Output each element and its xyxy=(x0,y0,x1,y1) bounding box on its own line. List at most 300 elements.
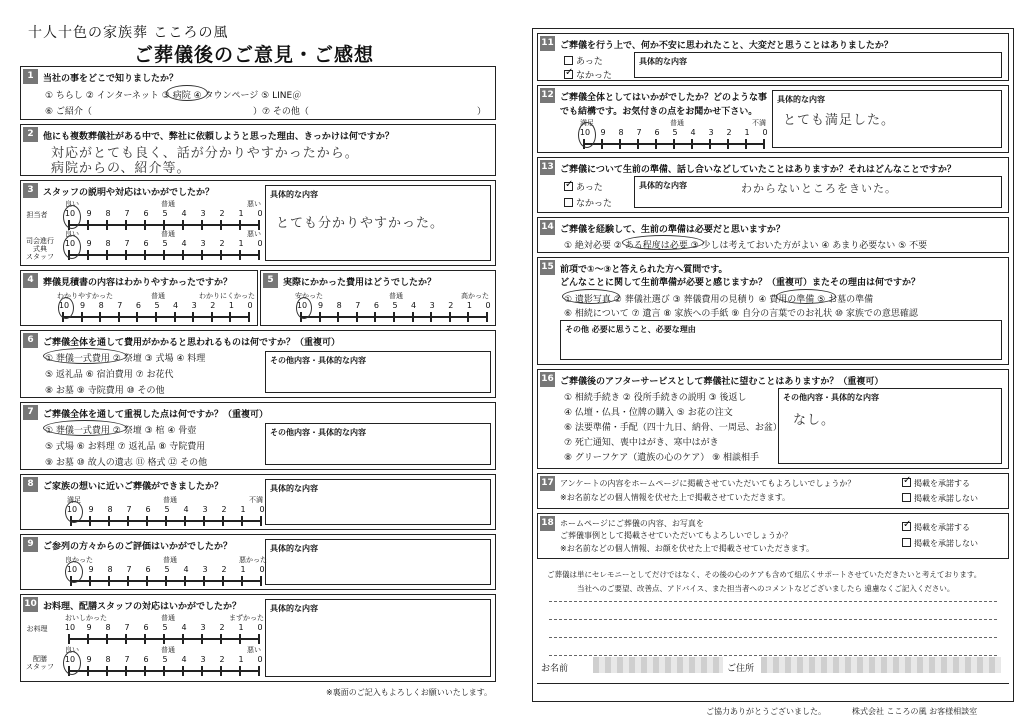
scale-tick[interactable] xyxy=(241,516,243,526)
other-option-close: ） xyxy=(477,107,487,117)
question-number: 15 xyxy=(540,260,555,275)
scale-tick[interactable] xyxy=(260,516,262,526)
scale-number: 0 xyxy=(257,623,263,632)
scale-number: 7 xyxy=(355,301,361,310)
scale-tick[interactable] xyxy=(68,634,70,644)
checkbox-checked[interactable] xyxy=(902,522,911,531)
scale-number: 8 xyxy=(105,623,111,632)
question-10 xyxy=(20,594,496,682)
question-text: でも結構です。お気付きの点をお聞かせ下さい。 xyxy=(560,107,758,117)
scale-number: 8 xyxy=(98,301,104,310)
scale-tick[interactable] xyxy=(211,312,213,322)
scale-number: 10 xyxy=(66,565,78,574)
scale-number: 10 xyxy=(64,655,76,664)
scale-left-label: 満足 xyxy=(67,496,81,504)
question-number: 11 xyxy=(540,36,555,51)
answer-circle xyxy=(562,289,620,304)
priority-options-row[interactable]: ⑤ 式場 ⑥ お料理 ⑦ 返礼品 ⑧ 寺院費用 xyxy=(45,442,206,452)
scale-tick[interactable] xyxy=(220,634,222,644)
scale-number: 0 xyxy=(259,505,265,514)
scale-tick[interactable] xyxy=(146,516,148,526)
detail-box[interactable] xyxy=(265,599,491,677)
handwritten-answer: とても分かりやすかった。 xyxy=(276,216,445,231)
scale-number: 9 xyxy=(86,623,92,632)
scale-number: 2 xyxy=(219,209,225,218)
scale-number: 3 xyxy=(200,655,206,664)
source-options[interactable]: ① ちらし ② インターネット ③ 病院 ④ タウンページ ⑤ LINE＠ xyxy=(45,91,302,101)
scale-tick[interactable] xyxy=(203,576,205,586)
scale-tick[interactable] xyxy=(192,312,194,322)
checkbox-checked[interactable] xyxy=(564,182,573,191)
scale-number: 0 xyxy=(257,655,263,664)
scale-number: 8 xyxy=(107,565,113,574)
scale-tick[interactable] xyxy=(144,250,146,260)
scale-tick[interactable] xyxy=(727,139,729,149)
scale-tick[interactable] xyxy=(337,312,339,322)
scale-tick[interactable] xyxy=(601,139,603,149)
question-11 xyxy=(537,33,1009,81)
scale-number: 5 xyxy=(164,565,170,574)
rating-scale[interactable] xyxy=(64,230,263,265)
scale-tick[interactable] xyxy=(127,516,129,526)
scale-number: 2 xyxy=(726,128,732,137)
scale-number: 2 xyxy=(219,655,225,664)
scale-number: 1 xyxy=(744,128,750,137)
scale-number: 5 xyxy=(672,128,678,137)
question-text: 実際にかかった費用はどうでしたか？ xyxy=(283,278,437,288)
after-service-row[interactable]: ① 相続手続き ② 役所手続きの説明 ③ 後返し xyxy=(564,393,747,403)
scale-tick[interactable] xyxy=(165,516,167,526)
question-text: お料理、配膳スタッフの対応はいかがでしたか？ xyxy=(43,602,242,612)
scale-tick[interactable] xyxy=(125,634,127,644)
detail-box-label: 具体的な内容 xyxy=(270,544,318,553)
question-number: 12 xyxy=(540,88,555,103)
scale-tick[interactable] xyxy=(106,634,108,644)
scale-tick[interactable] xyxy=(655,139,657,149)
question-text: ご葬儀全体を通して費用がかかると思われるものは何ですか？（重複可） xyxy=(43,338,341,348)
question-number: 8 xyxy=(23,477,38,492)
checkbox-checked[interactable] xyxy=(564,70,573,79)
option-decline[interactable] xyxy=(902,493,978,504)
answer-circle xyxy=(58,297,74,319)
scale-tick[interactable] xyxy=(118,312,120,322)
answer-circle xyxy=(65,501,83,523)
question-16 xyxy=(537,369,1009,469)
scale-right-label: 不満 xyxy=(249,496,263,504)
scale-tick[interactable] xyxy=(220,220,222,230)
checkbox[interactable] xyxy=(564,198,573,207)
scale-tick[interactable] xyxy=(108,576,110,586)
scale-tick[interactable] xyxy=(108,516,110,526)
after-service-row[interactable]: ④ 仏壇・仏具・位牌の購入 ⑤ お花の注文 xyxy=(564,408,733,418)
detail-box[interactable] xyxy=(634,52,1002,78)
scale-number: 5 xyxy=(162,239,168,248)
scale-right-label: 不満 xyxy=(752,119,766,127)
scale-tick[interactable] xyxy=(763,139,765,149)
scale-number: 0 xyxy=(257,209,263,218)
cost-options-row[interactable]: ① 葬儀一式費用 ② 祭壇 ③ 式場 ④ 料理 xyxy=(45,354,206,364)
option-approve[interactable] xyxy=(902,478,970,489)
scale-number: 6 xyxy=(654,128,660,137)
option-label: 掲載を承諾する xyxy=(914,479,970,488)
scale-number: 9 xyxy=(80,301,86,310)
scale-number: 7 xyxy=(124,655,130,664)
detail-box-label: 具体的な内容 xyxy=(777,95,825,104)
redacted-name-field[interactable] xyxy=(593,657,723,673)
answer-circle xyxy=(43,420,127,436)
question-18 xyxy=(537,513,1009,559)
question-13 xyxy=(537,157,1009,213)
scale-tick[interactable] xyxy=(201,220,203,230)
scale-left-label: わかりやすかった xyxy=(57,292,113,300)
thanks-message: ご協力ありがとうございました。 xyxy=(706,707,826,716)
question-number: 10 xyxy=(23,597,38,612)
scale-tick[interactable] xyxy=(241,576,243,586)
answer-circle xyxy=(65,561,83,583)
question-number: 1 xyxy=(23,69,38,84)
scale-mid-label: 普通 xyxy=(161,646,175,654)
question-8 xyxy=(20,474,496,530)
scale-tick[interactable] xyxy=(691,139,693,149)
question-number: 13 xyxy=(540,160,555,175)
comment-line[interactable] xyxy=(549,619,997,620)
preparation-topics-row[interactable]: ① 遺影写真 ② 葬儀社選び ③ 葬儀費用の見積り ④ 費用の準備 ⑤ お墓の準備 xyxy=(564,295,874,305)
comment-line[interactable] xyxy=(549,601,997,602)
scale-number: 6 xyxy=(373,301,379,310)
other-option[interactable]: ）⑦ その他（ xyxy=(253,107,309,117)
scale-number: 4 xyxy=(181,209,187,218)
answer-circle xyxy=(63,235,81,259)
scale-tick[interactable] xyxy=(89,576,91,586)
scale-number: 10 xyxy=(296,301,308,310)
detail-box[interactable] xyxy=(265,539,491,585)
scale-tick[interactable] xyxy=(222,576,224,586)
question-text: 当社の事をどこで知りましたか？ xyxy=(43,74,179,84)
rating-scale[interactable] xyxy=(65,556,267,591)
scale-tick[interactable] xyxy=(125,250,127,260)
scale-number: 7 xyxy=(117,301,123,310)
scale-number: 0 xyxy=(247,301,253,310)
scale-number: 3 xyxy=(191,301,197,310)
priority-options-row[interactable]: ⑨ お墓 ⑩ 故人の遺志 ⑪ 格式 ⑫ その他 xyxy=(45,458,208,468)
question-text: 葬儀見積書の内容はわかりやすかったですか？ xyxy=(43,278,233,288)
question-text: 他にも複数葬儀社がある中で、弊社に依頼しようと思った理由、きっかけは何ですか？ xyxy=(43,132,394,142)
scale-left-label: 安かった xyxy=(295,292,323,300)
scale-number: 4 xyxy=(411,301,417,310)
preparation-topics-row[interactable]: ⑥ 相続について ⑦ 遺言 ⑧ 家族への手紙 ⑨ 自分の言葉でのお礼状 ⑩ 家族での意思確認 xyxy=(564,309,918,319)
scale-tick[interactable] xyxy=(182,666,184,676)
question-7 xyxy=(20,402,496,470)
scale-tick[interactable] xyxy=(182,250,184,260)
scale-tick[interactable] xyxy=(87,666,89,676)
checkbox-checked[interactable] xyxy=(902,478,911,487)
scale-tick[interactable] xyxy=(144,634,146,644)
question-number: 4 xyxy=(23,273,38,288)
detail-box[interactable] xyxy=(634,176,1002,208)
scale-tick[interactable] xyxy=(412,312,414,322)
scale-number: 3 xyxy=(200,209,206,218)
question-text: ご葬儀後のアフターサービスとして葬儀社に望むことはありますか？（重複可） xyxy=(560,377,884,387)
scale-tick[interactable] xyxy=(745,139,747,149)
answer-circle xyxy=(776,289,836,304)
option-label: 掲載を承諾しない xyxy=(914,494,978,503)
question-17 xyxy=(537,473,1009,509)
scale-tick[interactable] xyxy=(258,250,260,260)
option-yes[interactable] xyxy=(564,180,603,193)
scale-number: 0 xyxy=(762,128,768,137)
option-approve[interactable] xyxy=(902,522,970,533)
checkbox[interactable] xyxy=(902,493,911,502)
scale-tick[interactable] xyxy=(201,634,203,644)
scale-number: 5 xyxy=(162,655,168,664)
scale-number: 6 xyxy=(135,301,141,310)
scale-number: 1 xyxy=(466,301,472,310)
question-text: ご葬儀全体を通して重視した点は何ですか？（重複可） xyxy=(43,410,269,420)
scale-tick[interactable] xyxy=(144,666,146,676)
scale-number: 10 xyxy=(64,209,76,218)
detail-box[interactable] xyxy=(560,320,1002,360)
detail-box-label: その他 必要に思うこと、必要な理由 xyxy=(565,325,696,334)
question-12 xyxy=(537,85,1009,153)
option-no[interactable] xyxy=(564,196,612,209)
answer-circle xyxy=(578,122,596,148)
question-text: ※お名前などの個人情報、お顔を伏せた上で掲載させていただきます。 xyxy=(560,544,815,553)
scale-tick[interactable] xyxy=(393,312,395,322)
comments-request: 当社へのご要望、改善点、アドバイス、また担当者へのコメントなどございましたら 遠慮なくご記入ください。 xyxy=(577,584,955,593)
scale-number: 4 xyxy=(181,239,187,248)
scale-label-line: スタッフ xyxy=(26,253,54,261)
question-text: ※お名前などの個人情報を伏せた上で掲載させていただきます。 xyxy=(560,493,791,502)
scale-number: 4 xyxy=(173,301,179,310)
scale-number: 8 xyxy=(105,239,111,248)
scale-number: 7 xyxy=(636,128,642,137)
scale-number: 8 xyxy=(105,655,111,664)
scale-number: 0 xyxy=(485,301,491,310)
after-service-row[interactable]: ⑧ グリーフケア（遺族の心のケア） ⑨ 相談相手 xyxy=(564,453,760,463)
question-2 xyxy=(20,124,496,176)
scale-number: 2 xyxy=(219,623,225,632)
referral-option[interactable]: ⑥ ご紹介（ xyxy=(45,107,92,117)
scale-tick[interactable] xyxy=(163,666,165,676)
detail-box[interactable] xyxy=(265,479,491,525)
scale-tick[interactable] xyxy=(239,634,241,644)
scale-tick[interactable] xyxy=(182,220,184,230)
question-1 xyxy=(20,66,496,120)
checkbox[interactable] xyxy=(564,56,573,65)
scale-number: 6 xyxy=(143,623,149,632)
question-14 xyxy=(537,217,1009,253)
scale-tick[interactable] xyxy=(89,516,91,526)
handwritten-answer: わからないところをきいた。 xyxy=(741,182,897,195)
scale-label: 担当者 xyxy=(26,211,48,219)
scale-tick[interactable] xyxy=(106,220,108,230)
cost-options-row[interactable]: ⑤ 返礼品 ⑥ 宿泊費用 ⑦ お花代 xyxy=(45,370,174,380)
question-number: 7 xyxy=(23,405,38,420)
rating-scale[interactable] xyxy=(57,292,255,327)
scale-number: 4 xyxy=(183,565,189,574)
scale-left-label: おいしかった xyxy=(65,614,107,622)
scale-tick[interactable] xyxy=(220,250,222,260)
scale-number: 7 xyxy=(124,209,130,218)
scale-number: 10 xyxy=(64,623,76,632)
scale-tick[interactable] xyxy=(203,516,205,526)
scale-tick[interactable] xyxy=(220,666,222,676)
comments-section[interactable] xyxy=(537,563,1009,683)
scale-number: 2 xyxy=(221,565,227,574)
detail-box[interactable] xyxy=(265,423,491,465)
question-text: ご葬儀を行う上で、何か不安に思われたこと、大変だと思うことはありましたか？ xyxy=(560,41,893,51)
question-number: 9 xyxy=(23,537,38,552)
scale-number: 8 xyxy=(336,301,342,310)
detail-box[interactable] xyxy=(772,90,1002,148)
scale-right-label: 悪かった xyxy=(239,556,267,564)
comment-line[interactable] xyxy=(549,637,997,638)
scale-number: 6 xyxy=(143,239,149,248)
priority-options-row[interactable]: ① 葬儀一式費用 ② 祭壇 ③ 棺 ④ 骨壺 xyxy=(45,426,197,436)
option-decline[interactable] xyxy=(902,538,978,549)
company-name: 株式会社 こころの風 お客様相談室 xyxy=(852,707,978,716)
scale-number: 8 xyxy=(105,209,111,218)
scale-tick[interactable] xyxy=(99,312,101,322)
scale-tick[interactable] xyxy=(356,312,358,322)
scale-tick[interactable] xyxy=(87,220,89,230)
scale-label xyxy=(23,655,57,671)
scale-tick[interactable] xyxy=(709,139,711,149)
scale-mid-label: 普通 xyxy=(389,292,403,300)
scale-tick[interactable] xyxy=(144,220,146,230)
detail-box-label: 具体的な内容 xyxy=(639,57,687,66)
scale-tick[interactable] xyxy=(184,576,186,586)
scale-tick[interactable] xyxy=(125,666,127,676)
scale-tick[interactable] xyxy=(319,312,321,322)
scale-tick[interactable] xyxy=(449,312,451,322)
scale-tick[interactable] xyxy=(184,516,186,526)
after-service-row[interactable]: ⑦ 死亡通知、喪中はがき、寒中はがき xyxy=(564,438,719,448)
handwritten-answer: とても満足した。 xyxy=(783,113,896,128)
scale-tick[interactable] xyxy=(106,250,108,260)
question-text: 前項で①～③と答えられた方へ質問です。 xyxy=(560,265,728,275)
question-text: ご葬儀について生前の準備、話し合いなどしていたことはありますか？それはどんなことですか？ xyxy=(560,165,956,175)
rating-scale[interactable] xyxy=(64,646,263,681)
scale-tick[interactable] xyxy=(182,634,184,644)
scale-tick[interactable] xyxy=(201,250,203,260)
scale-number: 5 xyxy=(392,301,398,310)
scale-mid-label: 普通 xyxy=(161,200,175,208)
scale-number: 0 xyxy=(259,565,265,574)
option-yes[interactable] xyxy=(564,54,603,67)
option-label: あった xyxy=(576,57,603,67)
rating-scale[interactable] xyxy=(295,292,491,327)
scale-number: 5 xyxy=(162,623,168,632)
scale-tick[interactable] xyxy=(260,576,262,586)
scale-tick[interactable] xyxy=(258,666,260,676)
back-side-note: ※裏面のご記入もよろしくお願いいたします。 xyxy=(326,688,493,697)
scale-tick[interactable] xyxy=(430,312,432,322)
scale-number: 5 xyxy=(162,209,168,218)
scale-number: 3 xyxy=(429,301,435,310)
scale-tick[interactable] xyxy=(239,250,241,260)
scale-tick[interactable] xyxy=(229,312,231,322)
scale-tick[interactable] xyxy=(174,312,176,322)
rating-scale[interactable] xyxy=(66,496,265,531)
scale-tick[interactable] xyxy=(248,312,250,322)
scale-number: 9 xyxy=(318,301,324,310)
scale-number: 6 xyxy=(145,505,151,514)
scale-number: 3 xyxy=(202,505,208,514)
answer-circle xyxy=(296,297,312,319)
scale-tick[interactable] xyxy=(467,312,469,322)
scale-tick[interactable] xyxy=(374,312,376,322)
comment-line[interactable] xyxy=(549,655,997,656)
detail-box[interactable] xyxy=(265,185,491,261)
question-6 xyxy=(20,330,496,398)
rating-scale[interactable] xyxy=(579,119,768,154)
scale-tick[interactable] xyxy=(155,312,157,322)
scale-tick[interactable] xyxy=(81,312,83,322)
question-number: 14 xyxy=(540,220,555,235)
question-text: どんなことに関して生前準備が必要と感じますか？（重複可）またその理由は何ですか？ xyxy=(560,278,921,288)
scale-tick[interactable] xyxy=(165,576,167,586)
preparation-options[interactable]: ① 絶対必要 ② ある程度は必要 ③ 少しは考えておいた方がよい ④ あまり必要ない ⑤ 不要 xyxy=(564,241,928,251)
scale-label-line: 司会進行 xyxy=(26,237,54,245)
answer-circle xyxy=(43,348,127,364)
scale-left-label: 良い xyxy=(65,646,79,654)
answer-circle xyxy=(166,85,208,101)
scale-tick[interactable] xyxy=(163,634,165,644)
scale-tick[interactable] xyxy=(637,139,639,149)
detail-box[interactable] xyxy=(265,351,491,393)
scale-left-label: 良い xyxy=(65,230,79,238)
scale-number: 9 xyxy=(86,239,92,248)
scale-tick[interactable] xyxy=(673,139,675,149)
scale-mid-label: 普通 xyxy=(163,556,177,564)
scale-tick[interactable] xyxy=(136,312,138,322)
scale-label: お料理 xyxy=(26,625,48,633)
answer-circle xyxy=(622,235,704,250)
scale-tick[interactable] xyxy=(87,250,89,260)
option-label: なかった xyxy=(576,71,613,81)
scale-tick[interactable] xyxy=(258,634,260,644)
scale-number: 3 xyxy=(708,128,714,137)
option-no[interactable] xyxy=(564,68,612,81)
handwritten-answer: 病院からの、紹介等。 xyxy=(51,161,191,176)
scale-tick[interactable] xyxy=(127,576,129,586)
redacted-address-field[interactable] xyxy=(761,657,1001,673)
scale-tick[interactable] xyxy=(201,666,203,676)
scale-tick[interactable] xyxy=(239,220,241,230)
scale-tick[interactable] xyxy=(146,576,148,586)
handwritten-answer: なし。 xyxy=(793,413,836,428)
scale-number: 1 xyxy=(238,655,244,664)
after-service-row[interactable]: ⑥ 法要準備・手配（四十九日、納骨、一周忌、お盆） xyxy=(564,423,782,433)
scale-tick[interactable] xyxy=(222,516,224,526)
scale-tick[interactable] xyxy=(486,312,488,322)
question-text: ご参列の方々からのご評価はいかがでしたか？ xyxy=(43,542,233,552)
scale-tick[interactable] xyxy=(163,250,165,260)
scale-label xyxy=(23,237,57,261)
scale-number: 2 xyxy=(448,301,454,310)
question-number: 16 xyxy=(540,372,555,387)
detail-box[interactable] xyxy=(778,388,1002,464)
footer-divider xyxy=(537,683,1009,684)
scale-tick[interactable] xyxy=(239,666,241,676)
scale-tick[interactable] xyxy=(619,139,621,149)
scale-tick[interactable] xyxy=(125,220,127,230)
scale-tick[interactable] xyxy=(106,666,108,676)
cost-options-row[interactable]: ⑧ お墓 ⑨ 寺院費用 ⑩ その他 xyxy=(45,386,165,396)
checkbox[interactable] xyxy=(902,538,911,547)
scale-tick[interactable] xyxy=(87,634,89,644)
